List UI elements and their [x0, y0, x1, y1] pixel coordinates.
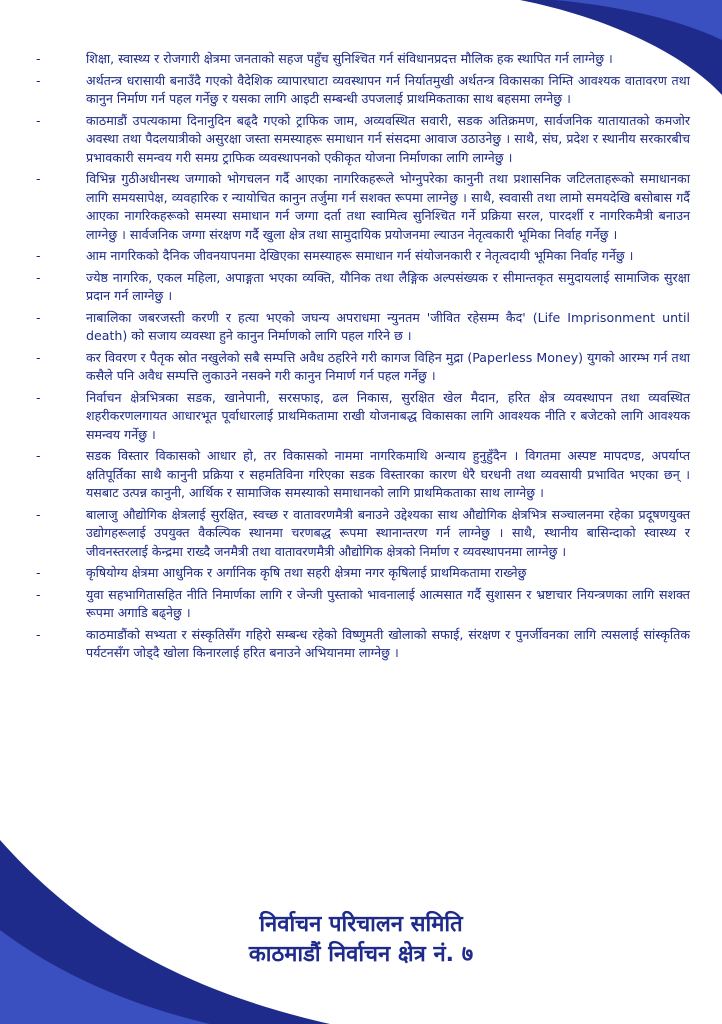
list-item [36, 50, 690, 69]
footer-constituency-title: काठमाडौं निर्वाचन क्षेत्र नं. ७ [248, 942, 474, 967]
list-item [36, 349, 690, 386]
list-item [36, 586, 690, 623]
bullet-dash: - [36, 349, 41, 365]
bullet-dash: - [36, 72, 41, 88]
bullet-dash: - [36, 269, 41, 285]
list-item [36, 269, 690, 306]
list-item-text: युवा सहभागितासहित नीति निमार्णका लागि र जेन्जी पुस्ताको भावनालाई आत्मसात गर्दै सुशासन र भ्रष्टाचार नियन्त्रणका लागि सशक्त रूपमा अगाडि बढ्नेछु । [86, 586, 690, 620]
list-item-text: कर विवरण र पैतृक स्रोत नखुलेको सबै सम्पत्ति अवैध ठहरिने गरी कागज विहिन मुद्रा (Paperless Money) युगको आरम्भ गर्न तथा कसैले पनि अवैध सम्पत्ति लुकाउने नसक्ने गरी कानुन निमार्ण गर्न पहल गर्नेछु । [86, 349, 690, 383]
bullet-dash: - [36, 309, 41, 325]
list-item [36, 626, 690, 663]
list-item [36, 506, 690, 562]
list-item-text: अर्थतन्त्र धरासायी बनाउँदै गएको वैदेशिक व्यापारघाटा व्यवस्थापन गर्न निर्यातमुखी अर्थतन्त्र विकासका निम्ति आवश्यक वातावरण तथा कानुन निर्माण गर्न पहल गर्नेछु र यसका लागि आइटी सम्बन्धी उपजलाई प्राथमिकताका साथ बहसमा लग्नेछु । [86, 72, 690, 106]
list-item [36, 564, 690, 583]
list-item [36, 309, 690, 346]
list-item-text: सडक विस्तार विकासको आधार हो, तर विकासको नाममा नागरिकमाथि अन्याय हुनुहुँदैन । विगतमा अस्पष्ट मापदण्ड, अपर्याप्त क्षतिपूर्तिका साथै कानुनी प्रक्रिया र सहमतिविना गरिएका सडक विस्तारका कारण धेरै घरधनी तथा व्यवसायी प्रभावित भएका छन् । यसबाट उत्पन्न कानुनी, आर्थिक र सामाजिक समस्याको समाधानको लागि प्राथमिकताका साथ लाग्नेछु । [86, 448, 690, 500]
list-item [36, 112, 690, 168]
list-item-text: निर्वाचन क्षेत्रभित्रका सडक, खानेपानी, सरसफाइ, ढल निकास, सुरक्षित खेल मैदान, हरित क्षेत्र व्यवस्थापन तथा व्यवस्थित शहरीकरणलगायत आधारभूत पूर्वाधारलाई प्राथमिकतामा राखी योजनाबद्ध विकासका लागि आवश्यक नीति र बजेटको लागि आवश्यक समन्वय गर्नेछु । [86, 389, 690, 442]
bullet-dash: - [36, 389, 41, 405]
bullet-dash: - [36, 51, 41, 66]
list-item [36, 170, 690, 244]
bullet-dash: - [36, 626, 41, 642]
list-item [36, 247, 690, 266]
list-item-text: ज्येष्ठ नागरिक, एकल महिला, अपाङ्गता भएका व्यक्ति, यौनिक तथा लैङ्गिक अल्पसंख्यक र सीमान्तकृत समुदायलाई सामाजिक सुरक्षा प्रदान गर्न लाग्नेछु । [86, 269, 690, 303]
manifesto-content [36, 50, 690, 666]
bullet-dash: - [36, 506, 41, 522]
list-item-text: काठमाडौंको सभ्यता र संस्कृतिसँग गहिरो सम्बन्ध रहेको विष्णुमती खोलाको सफाई, संरक्षण र पुनर्जीवनका लागि त्यसलाई सांस्कृतिक पर्यटनसँग जोड्दै खोला किनारलाई हरित बनाउने अभियानमा लाग्नेछु । [86, 626, 690, 660]
list-item-text: बालाजु औद्योगिक क्षेत्रलाई सुरक्षित, स्वच्छ र वातावरणमैत्री बनाउने उद्देश्यका साथ औद्योगिक क्षेत्रभित्र सञ्चालनमा रहेका प्रदूषणयुक्त उद्योगहरूलाई उपयुक्त वैकल्पिक स्थानमा चरणबद्ध रूपमा स्थानान्तरण गर्न लाग्नेछु । साथै, स्थानीय बासिन्दाको स्वास्थ्य र जीवनस्तरलाई केन्द्रमा राख्दै जनमैत्री तथा वातावरणमैत्री औद्योगिक क्षेत्रको निर्माण र व्यवस्थापनमा लाग्नेछु । [86, 506, 690, 559]
list-item [36, 447, 690, 503]
list-item-text: विभिन्न गुठीअधीनस्थ जग्गाको भोगचलन गर्दै आएका नागरिकहरूले भोग्नुपरेका कानुनी तथा प्रशासनिक जटिलताहरूको समाधानका लागि समयसापेक्ष, व्यवहारिक र न्यायोचित कानुन तर्जुमा गर्न सशक्त रूपमा लाग्नेछु । साथै, स्ववासी तथा लामो समयदेखि बसोबास गर्दै आएका नागरिकहरूको समस्या समाधान गर्न जग्गा दर्ता तथा स्वामित्व सुनिश्चित गर्ने प्रक्रिया सरल, पारदर्शी र नागरिकमैत्री बनाउन लाग्नेछु । सार्वजनिक जग्गा संरक्षण गर्दै खुला क्षेत्र तथा सामुदायिक प्रयोजनमा ल्याउन नेतृत्वकारी भूमिका निर्वाह गर्नेछु । [86, 171, 690, 242]
list-item-text: आम नागरिकको दैनिक जीवनयापनमा देखिएका समस्याहरू समाधान गर्न संयोजनकारी र नेतृत्वदायी भूमिका निर्वाह गर्नेछु । [86, 248, 634, 263]
list-item-text: नाबालिका जबरजस्ती करणी र हत्या भएको जघन्य अपराधमा न्युनतम 'जीवित रहेसम्म कैद' (Life Imprisonment until death) को सजाय व्यवस्था हुने कानुन निर्माणको लागि पहल गरिने छ । [86, 309, 690, 343]
bullet-dash: - [36, 171, 41, 186]
bullet-dash: - [36, 565, 41, 580]
bullet-dash: - [36, 586, 41, 602]
bullet-dash: - [36, 112, 41, 128]
footer-committee-title: निर्वाचन परिचालन समिति [259, 912, 463, 937]
list-item [36, 72, 690, 109]
commitment-list [36, 50, 690, 663]
bullet-dash: - [36, 248, 41, 263]
list-item [36, 389, 690, 445]
list-item-text: शिक्षा, स्वास्थ्य र रोजगारी क्षेत्रमा जनताको सहज पहुँच सुनिश्चित गर्न संविधानप्रदत्त मौलिक हक स्थापित गर्न लाग्नेछु । [86, 51, 613, 66]
bullet-dash: - [36, 448, 41, 463]
footer [0, 910, 722, 970]
list-item-text: काठमाडौं उपत्यकामा दिनानुदिन बढ्दै गएको ट्राफिक जाम, अव्यवस्थित सवारी, सडक अतिक्रमण, सार्वजनिक यातायातको कमजोर अवस्था तथा पैदलयात्रीको असुरक्षा जस्ता समस्याहरू समाधान गर्न संसदमा आवाज उठाउनेछु । साथै, संघ, प्रदेश र स्थानीय सरकारबीच प्रभावकारी समन्वय गरी समग्र ट्राफिक व्यवस्थापनको एकीकृत योजना निर्माणका लागि लाग्नेछु । [86, 112, 690, 165]
list-item-text: कृषियोग्य क्षेत्रमा आधुनिक र अर्गानिक कृषि तथा सहरी क्षेत्रमा नगर कृषिलाई प्राथमिकतामा राख्नेछु [86, 565, 527, 580]
